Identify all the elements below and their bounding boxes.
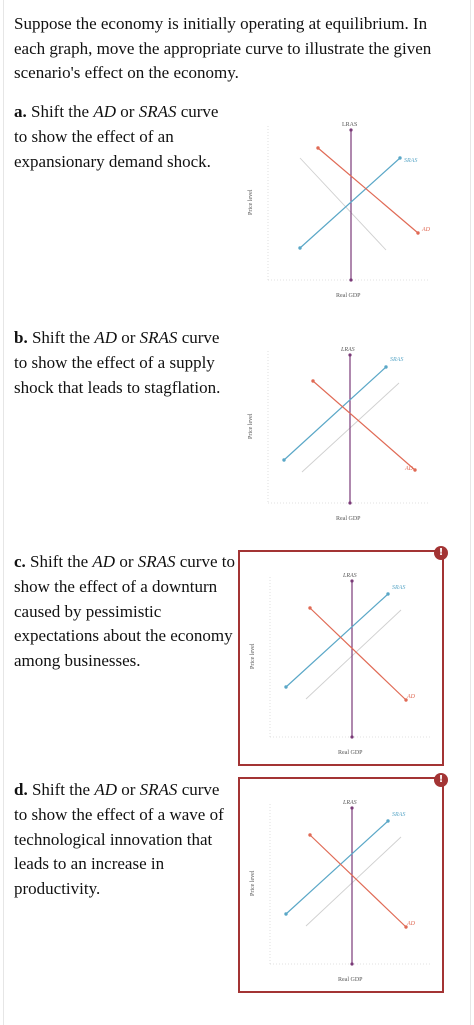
question-ad-term: AD xyxy=(92,552,116,571)
question-letter: d. xyxy=(14,780,28,799)
sras-handle[interactable] xyxy=(386,592,389,595)
ad-handle[interactable] xyxy=(311,379,314,382)
question-text-part: curve to show the effect of a wave of technological innovation that leads to an increase in productivity. xyxy=(14,780,224,899)
question-text-part: curve to show the effect of a downturn caused by pessimistic expectations about the economy among businesses. xyxy=(14,552,235,671)
ad-label: AD xyxy=(422,227,430,233)
ad-handle[interactable] xyxy=(308,606,311,609)
ad-as-graph-c[interactable] xyxy=(240,552,446,768)
y-axis-label: Price level xyxy=(250,870,256,896)
question-b-text xyxy=(14,326,229,400)
question-text-part: or xyxy=(116,102,139,121)
question-text-part: Shift the xyxy=(30,552,93,571)
attention-flag-icon: ! xyxy=(434,773,448,787)
ad-as-graph-d[interactable] xyxy=(240,779,446,995)
question-text-part: curve to show the effect of an expansionary demand shock. xyxy=(14,102,219,171)
sras-handle[interactable] xyxy=(282,458,285,461)
sras-handle[interactable] xyxy=(386,819,389,822)
question-letter: b. xyxy=(14,328,28,347)
x-axis-label: Real GDP xyxy=(336,516,361,522)
question-letter: c. xyxy=(14,552,26,571)
question-text-part: or xyxy=(115,552,138,571)
y-axis-label: Price level xyxy=(248,413,254,439)
lras-label: LRAS xyxy=(343,800,357,806)
question-ad-term: AD xyxy=(94,780,117,799)
sras-curve-line[interactable] xyxy=(286,821,388,914)
sras-curve-line[interactable] xyxy=(300,158,400,248)
question-text-part: or xyxy=(116,328,140,347)
ad-label: AD xyxy=(407,694,415,700)
x-axis-label: Real GDP xyxy=(336,293,361,299)
graph-panel-d[interactable] xyxy=(238,774,444,993)
ad-handle[interactable] xyxy=(316,146,319,149)
sras-label: SRAS xyxy=(392,812,406,818)
question-ad-term: AD xyxy=(94,328,117,347)
question-ad-term: AD xyxy=(93,102,117,121)
sras-handle[interactable] xyxy=(398,156,401,159)
question-sras-term: SRAS xyxy=(137,552,176,571)
graph-panel-a[interactable] xyxy=(238,118,444,318)
x-axis-label: Real GDP xyxy=(338,750,363,756)
ad-label: AD xyxy=(405,466,413,472)
question-sras-term: SRAS xyxy=(139,328,178,347)
ad-handle[interactable] xyxy=(308,833,311,836)
sras-handle[interactable] xyxy=(284,912,287,915)
ad-handle[interactable] xyxy=(413,468,416,471)
lras-handle[interactable] xyxy=(350,735,353,738)
ad-curve-line[interactable] xyxy=(313,381,415,470)
instructions-text: Suppose the economy is initially operating at equilibrium. In each graph, move the appropriate curve to illustrate the given scenario's effect on the economy. xyxy=(14,14,432,82)
question-d-text xyxy=(14,778,236,902)
question-text-part: or xyxy=(116,780,140,799)
ad-as-graph-a[interactable] xyxy=(238,118,444,318)
question-a-text xyxy=(14,100,229,174)
graph-panel-b[interactable] xyxy=(238,343,444,543)
question-letter: a. xyxy=(14,102,27,121)
y-axis-label: Price level xyxy=(250,643,256,669)
question-text-part: Shift the xyxy=(31,328,95,347)
lras-handle[interactable] xyxy=(350,806,353,809)
lras-handle[interactable] xyxy=(348,501,351,504)
right-edge-divider xyxy=(470,0,471,1025)
lras-label: LRAS xyxy=(341,347,355,353)
sras-label: SRAS xyxy=(404,158,418,164)
question-sras-term: SRAS xyxy=(138,102,177,121)
sras-handle[interactable] xyxy=(298,246,301,249)
attention-flag-icon: ! xyxy=(434,546,448,560)
lras-handle[interactable] xyxy=(350,579,353,582)
question-text-part: curve to show the effect of a supply shock that leads to stagflation. xyxy=(14,328,221,397)
left-edge-divider xyxy=(3,0,4,1025)
sras-curve-line[interactable] xyxy=(286,594,388,687)
lras-handle[interactable] xyxy=(348,353,351,356)
y-axis-label: Price level xyxy=(248,189,254,215)
original-curve-line xyxy=(306,610,401,699)
ad-as-graph-b[interactable] xyxy=(238,343,444,543)
x-axis-label: Real GDP xyxy=(338,977,363,983)
graph-panel-c[interactable] xyxy=(238,547,444,766)
question-sras-term: SRAS xyxy=(139,780,178,799)
sras-label: SRAS xyxy=(390,357,404,363)
ad-curve-line[interactable] xyxy=(318,148,418,233)
ad-handle[interactable] xyxy=(416,231,419,234)
lras-label: LRAS xyxy=(342,122,358,128)
lras-handle[interactable] xyxy=(350,962,353,965)
sras-handle[interactable] xyxy=(384,365,387,368)
original-curve-line xyxy=(306,837,401,926)
sras-handle[interactable] xyxy=(284,685,287,688)
lras-handle[interactable] xyxy=(349,128,352,131)
sras-curve-line[interactable] xyxy=(284,367,386,460)
question-c-text xyxy=(14,550,236,674)
question-text-part: Shift the xyxy=(31,780,95,799)
question-text-part: Shift the xyxy=(31,102,94,121)
ad-label: AD xyxy=(407,921,415,927)
lras-label: LRAS xyxy=(343,573,357,579)
lras-handle[interactable] xyxy=(349,278,352,281)
sras-label: SRAS xyxy=(392,585,406,591)
